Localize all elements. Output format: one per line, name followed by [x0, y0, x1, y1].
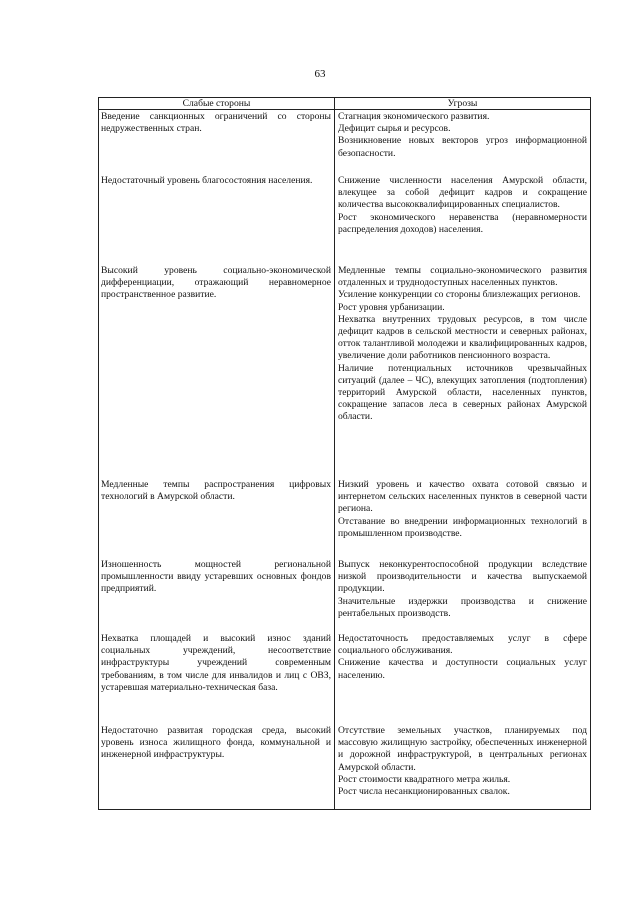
threat-text: Дефицит сырья и ресурсов.	[338, 123, 451, 135]
threats-cell	[338, 559, 587, 620]
threats-cell	[338, 175, 587, 236]
weakness-text: Нехватка площадей и высокий износ зданий социальных учреждений, несоответствие инфраструктуры учреждений современным требованиям, в том числе для инвалидов и лиц с ОВЗ, устаревшая материально-техническая база.	[101, 633, 331, 693]
threat-text: Снижение численности населения Амурской области, влекущее за собой дефицит кадров и сокращение количества высококвалифицированных специалистов.	[338, 175, 587, 211]
weakness-cell	[101, 725, 331, 762]
header-threats: Угрозы	[447, 98, 478, 109]
threat-text: Снижение качества и доступности социальных услуг населению.	[338, 657, 587, 681]
page-number: 63	[314, 68, 326, 80]
swot-table	[98, 97, 591, 810]
threat-text: Недостаточность предоставляемых услуг в сфере социального обслуживания.	[338, 633, 587, 657]
threat-text: Нехватка внутренних трудовых ресурсов, в том числе дефицит кадров в сельской местности и северных районах, отток талантливой молодежи и квалифицированных кадров, увеличение доли работников пенсионного возраста.	[338, 313, 587, 362]
threats-cell	[338, 265, 587, 424]
threat-text: Медленные темпы социально-экономического развития отдаленных и труднодоступных населенных пунктов.	[338, 265, 587, 289]
weakness-cell	[101, 175, 331, 187]
weakness-text: Изношенность мощностей региональной промышленности ввиду устаревших основных фондов предприятий.	[101, 559, 331, 595]
threat-text: Значительные издержки производства и снижение рентабельных производств.	[338, 595, 587, 619]
threat-text: Усиление конкуренции со стороны близлежащих регионов.	[338, 289, 581, 301]
threat-text: Рост стоимости квадратного метра жилья.	[338, 773, 511, 785]
weakness-text: Введение санкционных ограничений со стороны недружественных стран.	[101, 111, 331, 135]
threat-text: Выпуск неконкурентоспособной продукции вследствие низкой производительности и качества выпускаемой продукции.	[338, 559, 587, 595]
threat-text: Рост экономического неравенства (неравномерности распределения доходов) населения.	[338, 211, 587, 235]
weakness-cell	[101, 111, 331, 135]
weakness-text: Недостаточно развитая городская среда, высокий уровень износа жилищного фонда, коммунальной и инженерной инфраструктуры.	[101, 725, 331, 761]
threat-text: Рост уровня урбанизации.	[338, 301, 445, 313]
threats-cell	[338, 111, 587, 160]
weakness-text: Недостаточный уровень благосостояния населения.	[101, 175, 313, 186]
weakness-cell	[101, 559, 331, 596]
weakness-text: Медленные темпы распространения цифровых технологий в Амурской области.	[101, 479, 331, 503]
threat-text: Отсутствие земельных участков, планируемых под массовую жилищную застройку, обеспеченных инженерной и дорожной инфраструктурой, в центральных регионах Амурской области.	[338, 725, 587, 773]
threats-cell	[338, 479, 587, 540]
threats-cell	[338, 633, 587, 682]
weakness-cell	[101, 479, 331, 503]
table-header-row	[99, 98, 590, 110]
weakness-cell	[101, 633, 331, 694]
threats-cell	[338, 725, 587, 798]
threat-text: Стагнация экономического развития.	[338, 111, 490, 122]
column-divider	[334, 98, 335, 809]
weakness-text: Высокий уровень социально-экономической дифференциации, отражающий неравномерное пространственное развитие.	[101, 265, 331, 301]
weakness-cell	[101, 265, 331, 302]
header-weaknesses: Слабые стороны	[182, 98, 251, 109]
threat-text: Отставание во внедрении информационных технологий в промышленном производстве.	[338, 515, 587, 539]
threat-text: Низкий уровень и качество охвата сотовой связью и интернетом сельских населенных пунктов в северной части региона.	[338, 479, 587, 515]
threat-text: Рост числа несанкционированных свалок.	[338, 786, 510, 798]
threat-text: Возникновение новых векторов угроз информационной безопасности.	[338, 135, 587, 159]
threat-text: Наличие потенциальных источников чрезвычайных ситуаций (далее – ЧС), влекущих затопления (подтопления) территорий Амурской области, населенных пунктов, сокращение запасов леса в северных районах Амурской области.	[338, 362, 587, 423]
